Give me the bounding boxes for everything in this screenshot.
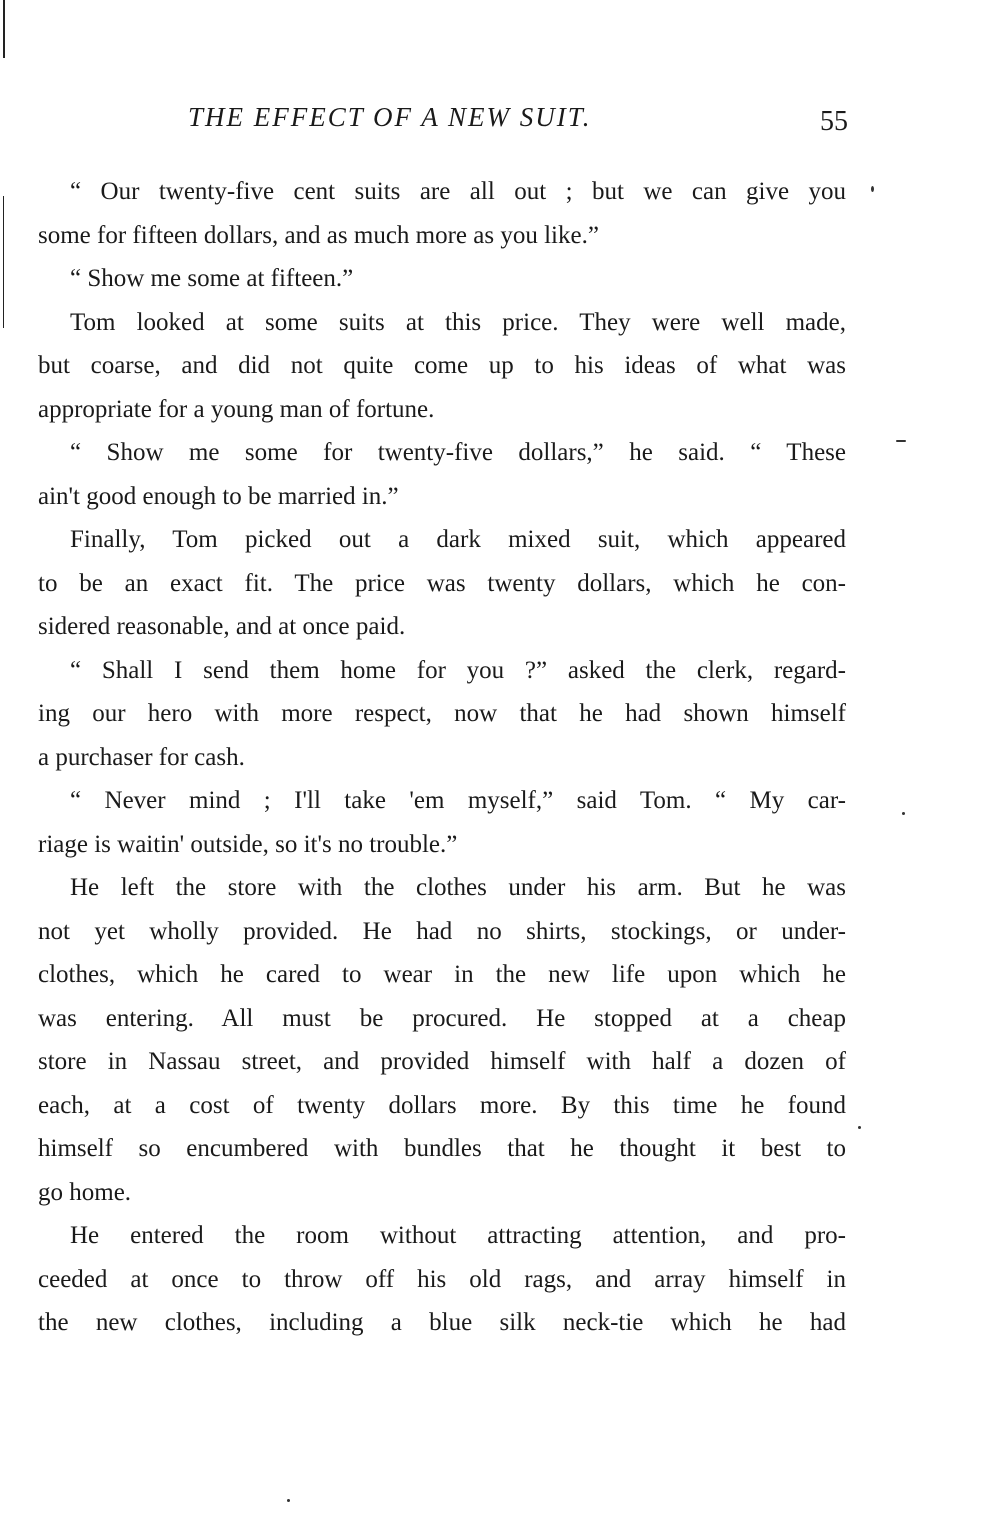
binding-edge-line [3, 196, 4, 328]
text-line: the new clothes, including a blue silk neck-tie which he had [38, 1309, 846, 1336]
text-line: store in Nassau street, and provided himself with half a dozen of [38, 1048, 846, 1075]
text-line: each, at a cost of twenty dollars more. By this time he found [38, 1091, 846, 1119]
text-line: “ Show me some at fifteen.” [70, 265, 354, 292]
text-line: a purchaser for cash. [38, 743, 245, 771]
text-line: riage is waitin' outside, so it's no trouble.” [38, 830, 458, 858]
text-line: He left the store with the clothes under his arm. But he was [70, 874, 846, 901]
print-speck [902, 812, 905, 815]
print-speck [287, 1499, 290, 1502]
text-line: go home. [38, 1178, 132, 1206]
text-line: was entering. All must be procured. He stopped at a cheap [38, 1004, 846, 1032]
text-line: sidered reasonable, and at once paid. [38, 613, 406, 640]
print-speck [858, 1126, 861, 1129]
page-header [38, 102, 848, 142]
text-line: ain't good enough to be married in.” [38, 482, 399, 510]
text-line: himself so encumbered with bundles that he thought it best to [38, 1135, 846, 1162]
text-line: appropriate for a young man of fortune. [38, 395, 435, 423]
print-speck [896, 440, 906, 442]
running-title: THE EFFECT OF A NEW SUIT. [188, 102, 592, 132]
text-line: some for fifteen dollars, and as much more as you like.” [38, 221, 599, 249]
text-line: clothes, which he cared to wear in the new life upon which he [38, 961, 846, 988]
page-number: 55 [820, 106, 848, 137]
body-text [38, 170, 846, 1345]
text-line: to be an exact fit. The price was twenty dollars, which he con- [38, 569, 846, 597]
binding-edge-line [3, 0, 5, 58]
text-line: He entered the room without attracting attention, and pro- [70, 1222, 846, 1249]
text-line: “ Show me some for twenty-five dollars,” he said. “ These [70, 439, 846, 466]
text-line: “ Our twenty-five cent suits are all out ; but we can give you [70, 178, 846, 205]
text-line: Finally, Tom picked out a dark mixed suit, which appeared [70, 526, 846, 553]
text-line: ceeded at once to throw off his old rags, and array himself in [38, 1265, 846, 1293]
text-line: ing our hero with more respect, now that he had shown himself [38, 700, 846, 727]
text-line: but coarse, and did not quite come up to his ideas of what was [38, 352, 846, 379]
text-line: Tom looked at some suits at this price. They were well made, [70, 308, 846, 336]
text-line: “ Never mind ; I'll take 'em myself,” said Tom. “ My car- [70, 787, 846, 814]
text-line: not yet wholly provided. He had no shirts, stockings, or under- [38, 917, 846, 945]
print-speck [871, 186, 874, 192]
text-line: “ Shall I send them home for you ?” asked the clerk, regard- [70, 656, 846, 684]
